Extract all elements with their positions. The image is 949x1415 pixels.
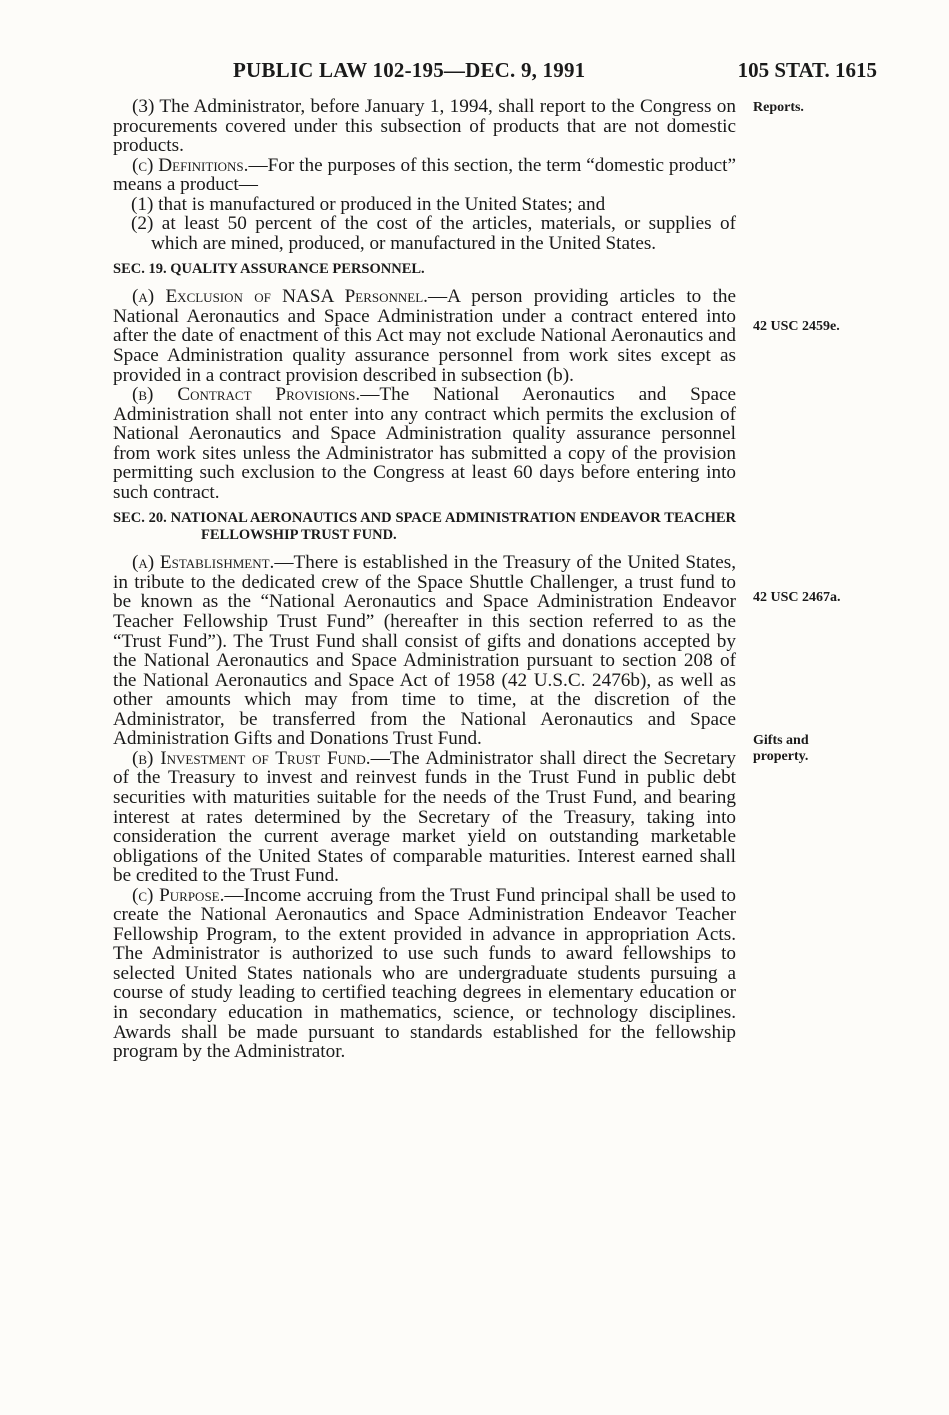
section-20-a-text: —There is established in the Treasury of the United States, in tribute to the dedicated crew of the Space Shuttle Challenger, a trust fund to be known as the “National Aeronautics and Space Administration Endeavor Teacher Fellowship Trust Fund” (hereafter in this section referred to as the “Trust Fund”). The Trust Fund shall consist of gifts and donations accepted by the National Aeronautics and Space Administration pursuant to section 208 of the National Aeronautics and Space Act of 1958 (42 U.S.C. 2476b), as well as other amounts which may from time to time, at the discretion of the Administrator, be transferred from the National Aeronautics and Space Administration Gifts and Donations Trust Fund. [113,552,736,750]
law-title: PUBLIC LAW 102-195—DEC. 9, 1991 [233,58,586,82]
page-header [113,58,877,88]
section-20-a [113,553,736,748]
section-19-a-label: (a) Exclusion of NASA Personnel. [132,286,428,308]
definition-item-1: (1) that is manufactured or produced in the United States; and [131,193,606,215]
margin-note-usc-2459e: 42 USC 2459e. [753,319,840,334]
margin-note-gifts-line1: Gifts and [753,733,809,748]
section-19-b [113,385,736,502]
margin-note-gifts [753,733,903,765]
definition-item-2: (2) at least 50 percent of the cost of the articles, materials, or supplies of which are mined, produced, or manufactured in the United States. [131,213,736,254]
margin-note-usc-2467a: 42 USC 2467a. [753,590,841,605]
section-20-b-label: (b) Investment of Trust Fund. [132,747,371,769]
section-20-c-label: (c) Purpose. [132,884,225,906]
section-19-a-text: —A person providing articles to the National Aeronautics and Space Administration under a contract entered into after the date of enactment of this Act may not exclude National Aeronautics and Space Administration quality assurance personnel from work sites except as provided in a contract provision described in subsection (b). [113,286,736,386]
section-19-heading: SEC. 19. QUALITY ASSURANCE PERSONNEL. [113,261,425,278]
main-text [113,97,736,1062]
section-19-b-text: —The National Aeronautics and Space Administration shall not enter into any contract which permits the exclusion of National Aeronautics and Space Administration quality assurance personnel from work sites unless the Administrator has submitted a copy of the provision permitting such exclusion to the Congress at least 60 days before entering into such contract. [113,384,736,503]
section-19-b-label: (b) Contract Provisions. [132,384,361,406]
section-20-b [113,749,736,886]
section-20-a-label: (a) Establishment. [132,552,275,574]
section-20-c-text: —Income accruing from the Trust Fund principal shall be used to create the National Aeronautics and Space Administration Endeavor Teacher Fellowship Program, to the extent provided in advance in appropriation Acts. The Administrator is authorized to use such funds to award fellowships to selected United States nationals who are undergraduate students pursuing a course of study leading to certified teaching degrees in elementary education or in secondary education in mathematics, science, or technology disciplines. Awards shall be made pursuant to standards established for the fellowship program by the Administrator. [113,884,736,1063]
definitions-label: (c) Definitions. [132,154,249,176]
section-20-heading: SEC. 20. NATIONAL AERONAUTICS AND SPACE ADMINISTRATION ENDEAVOR TEACHER FELLOWSHIP TRUST FUND. [113,510,736,544]
margin-note-reports: Reports. [753,100,804,115]
section-20-b-text: —The Administrator shall direct the Secretary of the Treasury to invest and reinvest funds in the Trust Fund in public debt securities with maturities suitable for the needs of the Trust Fund, and bearing interest at rates determined by the Secretary of the Treasury, taking into consideration the current average market yield on outstanding marketable obligations of the United States of comparable maturities. Interest earned shall be credited to the Trust Fund. [113,747,736,887]
subsection-c-definitions [113,156,736,195]
paragraph-3-report: (3) The Administrator, before January 1, 1994, shall report to the Congress on procurements covered under this subsection of products that are not domestic products. [113,96,736,157]
definitions-text: —For the purposes of this section, the term “domestic product” means a product— [113,154,736,196]
margin-note-gifts-line2: property. [753,749,809,764]
section-20-c [113,886,736,1062]
stat-citation: 105 STAT. 1615 [737,58,877,82]
section-19-a [113,287,736,385]
